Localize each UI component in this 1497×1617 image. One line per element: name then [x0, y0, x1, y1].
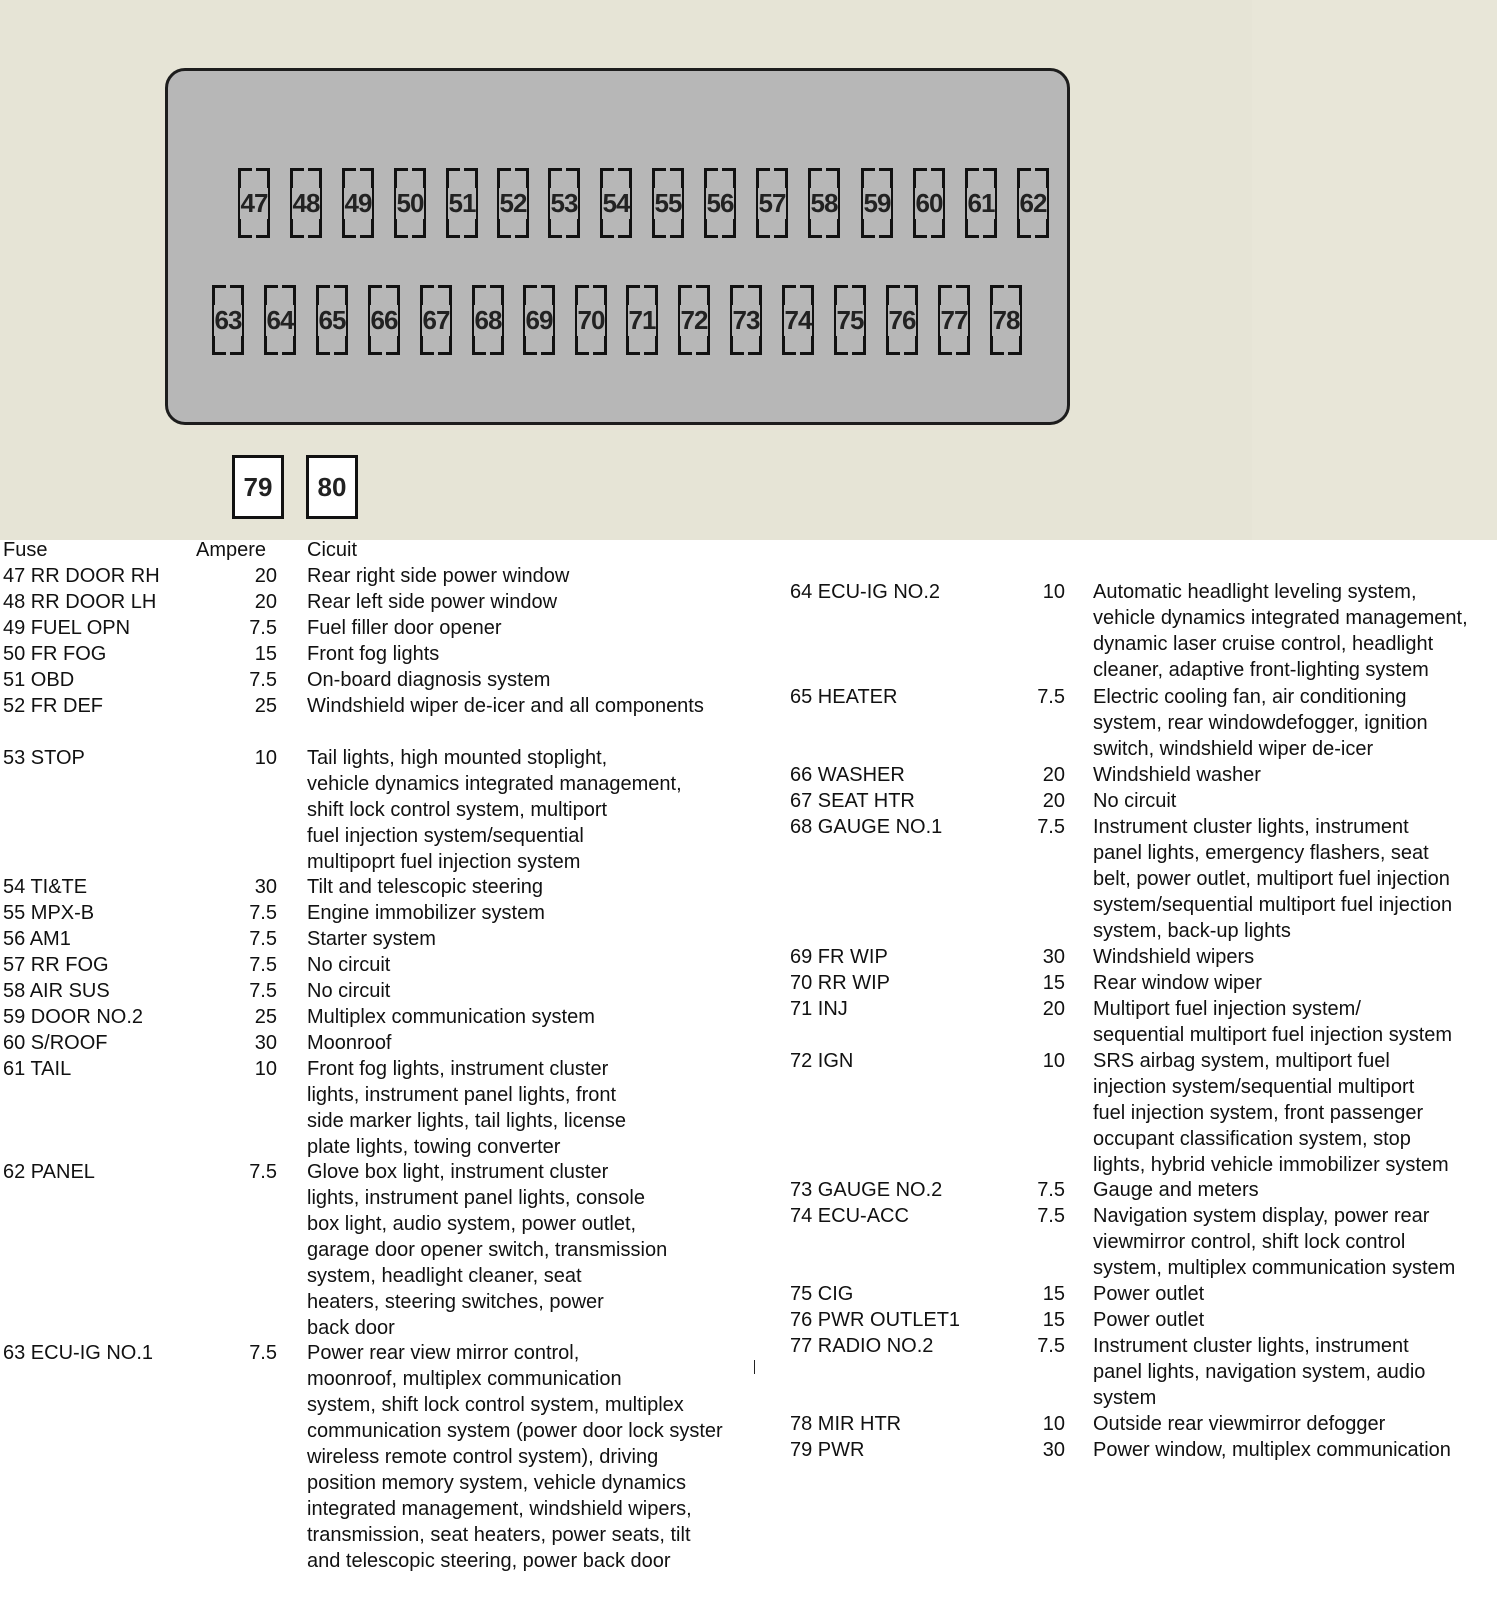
fuse-65 — [316, 285, 348, 355]
fuse-number: 71 — [628, 304, 656, 335]
fuse-name: 63 ECU-IG NO.1 — [3, 1342, 154, 1364]
circuit-line: vehicle dynamics integrated management, — [1093, 607, 1468, 629]
fuse-ampere: 7.5 — [249, 669, 277, 691]
fuse-number: 63 — [214, 304, 242, 335]
circuit-line: and telescopic steering, power back door — [307, 1550, 671, 1572]
header-fuse: Fuse — [3, 539, 48, 561]
circuit-line: switch, windshield wiper de-icer — [1093, 738, 1374, 760]
fuse-name: 64 ECU-IG NO.2 — [790, 581, 941, 603]
circuit-line: back door — [307, 1317, 395, 1339]
circuit-line: Multiport fuel injection system/ — [1093, 998, 1361, 1020]
circuit-line: lights, instrument panel lights, console — [307, 1187, 645, 1209]
fuse-circuit — [307, 615, 502, 641]
circuit-line: lights, hybrid vehicle immobilizer system — [1093, 1154, 1449, 1176]
fuse-circuit — [307, 1159, 667, 1341]
fuse-ampere: 7.5 — [249, 617, 277, 639]
circuit-line: Outside rear viewmirror defogger — [1093, 1413, 1386, 1435]
fuse-number: 51 — [448, 187, 476, 218]
fuse-48 — [290, 168, 322, 238]
fuse-number: 67 — [422, 304, 450, 335]
fuse-name: 68 GAUGE NO.1 — [790, 816, 943, 838]
fuse-name: 47 RR DOOR RH — [3, 565, 160, 587]
fuse-name: 52 FR DEF — [3, 695, 104, 717]
fuse-ampere: 7.5 — [249, 954, 277, 976]
fuse-number: 65 — [318, 304, 346, 335]
fuse-number: 47 — [240, 187, 268, 218]
fuse-number: 60 — [915, 187, 943, 218]
fuse-number: 64 — [266, 304, 294, 335]
circuit-line: fuel injection system, front passenger — [1093, 1102, 1424, 1124]
fuse-circuit — [1093, 944, 1254, 970]
fuse-76 — [886, 285, 918, 355]
fuse-50 — [394, 168, 426, 238]
fuse-name: 62 PANEL — [3, 1161, 95, 1183]
fuse-61 — [965, 168, 997, 238]
fuse-ampere: 20 — [1042, 764, 1065, 786]
fuse-name: 67 SEAT HTR — [790, 790, 915, 812]
fuse-circuit — [1093, 762, 1261, 788]
circuit-line: Windshield wipers — [1093, 946, 1255, 968]
circuit-line: Front fog lights — [307, 643, 440, 665]
fuse-number: 48 — [292, 187, 320, 218]
circuit-line: position memory system, vehicle dynamics — [307, 1472, 687, 1494]
fuse-number: 68 — [474, 304, 502, 335]
fuse-60 — [913, 168, 945, 238]
fuse-ampere: 7.5 — [1037, 1335, 1065, 1357]
fuse-57 — [756, 168, 788, 238]
circuit-line: Instrument cluster lights, instrument — [1093, 816, 1409, 838]
circuit-line: belt, power outlet, multiport fuel injection — [1093, 868, 1450, 890]
fuse-circuit — [307, 952, 390, 978]
circuit-line: occupant classification system, stop — [1093, 1128, 1411, 1150]
fuse-name: 48 RR DOOR LH — [3, 591, 157, 613]
fuse-circuit — [307, 1056, 626, 1160]
fuse-name: 74 ECU-ACC — [790, 1205, 909, 1227]
fuse-ampere: 20 — [254, 591, 277, 613]
circuit-line: side marker lights, tail lights, license — [307, 1110, 627, 1132]
fuse-number: 59 — [863, 187, 891, 218]
fuse-ampere: 7.5 — [249, 1342, 277, 1364]
fuse-name: 60 S/ROOF — [3, 1032, 108, 1054]
fuse-54 — [600, 168, 632, 238]
circuit-line: panel lights, navigation system, audio — [1093, 1361, 1426, 1383]
fuse-ampere: 7.5 — [1037, 1179, 1065, 1201]
circuit-line: sequential multiport fuel injection system — [1093, 1024, 1453, 1046]
fuse-name: 58 AIR SUS — [3, 980, 110, 1002]
fuse-number: 73 — [732, 304, 760, 335]
fuse-62 — [1017, 168, 1049, 238]
fuse-72 — [678, 285, 710, 355]
fuse-circuit — [1093, 1307, 1204, 1333]
fuse-circuit — [307, 563, 569, 589]
circuit-line: cleaner, adaptive front-lighting system — [1093, 659, 1429, 681]
fuse-number: 72 — [680, 304, 708, 335]
circuit-line: system, multiplex communication system — [1093, 1257, 1456, 1279]
fuse-number: 74 — [784, 304, 812, 335]
fuse-ampere: 7.5 — [1037, 686, 1065, 708]
fuse-circuit — [307, 1340, 723, 1574]
divider-mark — [754, 1360, 755, 1374]
fuse-name: 55 MPX-B — [3, 902, 95, 924]
circuit-line: Rear left side power window — [307, 591, 558, 613]
fuse-ampere: 7.5 — [249, 980, 277, 1002]
fuse-circuit — [307, 900, 545, 926]
fuse-ampere: 10 — [1042, 1413, 1065, 1435]
fuse-circuit — [307, 641, 439, 667]
circuit-line: transmission, seat heaters, power seats, tilt — [307, 1524, 691, 1546]
fuse-name: 53 STOP — [3, 747, 85, 769]
fuse-circuit — [1093, 1048, 1449, 1178]
circuit-line: Starter system — [307, 928, 436, 950]
circuit-line: No circuit — [307, 980, 391, 1002]
fuse-52 — [497, 168, 529, 238]
circuit-line: Navigation system display, power rear — [1093, 1205, 1430, 1227]
fuse-67 — [420, 285, 452, 355]
fuse-circuit — [1093, 1203, 1455, 1281]
fuse-name: 66 WASHER — [790, 764, 905, 786]
circuit-line: fuel injection system/sequential — [307, 825, 584, 847]
header-circuit: Cicuit — [307, 539, 358, 561]
fuse-circuit — [307, 978, 390, 1004]
fuse-circuit — [307, 1030, 392, 1056]
circuit-line: Rear window wiper — [1093, 972, 1262, 994]
fuse-number: 78 — [992, 304, 1020, 335]
fuse-name: 72 IGN — [790, 1050, 854, 1072]
fuse-circuit — [1093, 1411, 1385, 1437]
fuse-77 — [938, 285, 970, 355]
fuse-box — [165, 68, 1070, 425]
fuse-name: 57 RR FOG — [3, 954, 109, 976]
circuit-line: Electric cooling fan, air conditioning — [1093, 686, 1407, 708]
circuit-line: plate lights, towing converter — [307, 1136, 561, 1158]
fuse-80: 80 — [306, 455, 358, 519]
fuse-name: 79 PWR — [790, 1439, 865, 1461]
fuse-number: 77 — [940, 304, 968, 335]
fuse-74 — [782, 285, 814, 355]
circuit-line: integrated management, windshield wipers, — [307, 1498, 692, 1520]
circuit-line: Front fog lights, instrument cluster — [307, 1058, 609, 1080]
fuse-circuit — [307, 667, 550, 693]
circuit-line: Instrument cluster lights, instrument — [1093, 1335, 1409, 1357]
fuse-circuit — [1093, 814, 1452, 944]
circuit-line: system, headlight cleaner, seat — [307, 1265, 582, 1287]
fuse-name: 73 GAUGE NO.2 — [790, 1179, 943, 1201]
fuse-ampere: 25 — [254, 695, 277, 717]
circuit-line: Fuel filler door opener — [307, 617, 502, 639]
fuse-ampere: 7.5 — [1037, 816, 1065, 838]
circuit-line: Gauge and meters — [1093, 1179, 1259, 1201]
circuit-line: Windshield washer — [1093, 764, 1261, 786]
circuit-line: Engine immobilizer system — [307, 902, 545, 924]
circuit-line: garage door opener switch, transmission — [307, 1239, 668, 1261]
fuse-70 — [575, 285, 607, 355]
circuit-line: communication system (power door lock syster — [307, 1420, 723, 1442]
circuit-line: Power outlet — [1093, 1283, 1205, 1305]
fuse-circuit — [307, 1004, 595, 1030]
fuse-number: 75 — [836, 304, 864, 335]
fuse-name: 59 DOOR NO.2 — [3, 1006, 144, 1028]
fuse-ampere: 10 — [254, 747, 277, 769]
fuse-number: 62 — [1019, 187, 1047, 218]
fuse-63 — [212, 285, 244, 355]
fuse-ampere: 15 — [1042, 1283, 1065, 1305]
circuit-line: On-board diagnosis system — [307, 669, 551, 691]
fuse-number: 52 — [499, 187, 527, 218]
fuse-49 — [342, 168, 374, 238]
fuse-number: 66 — [370, 304, 398, 335]
fuse-ampere: 25 — [254, 1006, 277, 1028]
fuse-circuit — [1093, 1437, 1451, 1463]
fuse-name: 78 MIR HTR — [790, 1413, 902, 1435]
fuse-circuit — [1093, 996, 1452, 1048]
fuse-name: 65 HEATER — [790, 686, 898, 708]
fuse-name: 51 OBD — [3, 669, 75, 691]
fuse-ampere: 20 — [1042, 998, 1065, 1020]
fuse-circuit — [307, 589, 557, 615]
fuse-name: 61 TAIL — [3, 1058, 72, 1080]
fuse-55 — [652, 168, 684, 238]
fuse-circuit — [1093, 684, 1428, 762]
circuit-line: system, back-up lights — [1093, 920, 1291, 942]
fuse-number: 70 — [577, 304, 605, 335]
fuse-name: 50 FR FOG — [3, 643, 107, 665]
fuse-number: 50 — [396, 187, 424, 218]
circuit-line: multipoprt fuel injection system — [307, 851, 581, 873]
circuit-line: Moonroof — [307, 1032, 392, 1054]
fuse-number: 54 — [602, 187, 630, 218]
circuit-line: system, rear windowdefogger, ignition — [1093, 712, 1428, 734]
fuse-ampere: 15 — [254, 643, 277, 665]
fuse-ampere: 15 — [1042, 972, 1065, 994]
fuse-number: 55 — [654, 187, 682, 218]
fuse-name: 54 TI&TE — [3, 876, 88, 898]
circuit-line: moonroof, multiplex communication — [307, 1368, 622, 1390]
circuit-line: Tail lights, high mounted stoplight, — [307, 747, 608, 769]
fuse-name: 56 AM1 — [3, 928, 71, 950]
fuse-number: 53 — [550, 187, 578, 218]
fuse-73 — [730, 285, 762, 355]
fuse-58 — [808, 168, 840, 238]
circuit-line: system, shift lock control system, multiplex — [307, 1394, 684, 1416]
circuit-line: viewmirror control, shift lock control — [1093, 1231, 1406, 1253]
fuse-59 — [861, 168, 893, 238]
circuit-line: box light, audio system, power outlet, — [307, 1213, 637, 1235]
fuse-name: 69 FR WIP — [790, 946, 888, 968]
circuit-line: shift lock control system, multiport — [307, 799, 608, 821]
fuse-75 — [834, 285, 866, 355]
circuit-line: SRS airbag system, multiport fuel — [1093, 1050, 1390, 1072]
circuit-line: heaters, steering switches, power — [307, 1291, 604, 1313]
fuse-ampere: 30 — [1042, 946, 1065, 968]
circuit-line: Rear right side power window — [307, 565, 570, 587]
fuse-circuit — [307, 693, 704, 719]
fuse-ampere: 30 — [254, 876, 277, 898]
circuit-line: vehicle dynamics integrated management, — [307, 773, 682, 795]
fuse-ampere: 30 — [254, 1032, 277, 1054]
fuse-ampere: 30 — [1042, 1439, 1065, 1461]
fuse-number: 61 — [967, 187, 995, 218]
circuit-line: No circuit — [1093, 790, 1177, 812]
circuit-line: Automatic headlight leveling system, — [1093, 581, 1417, 603]
circuit-line: Glove box light, instrument cluster — [307, 1161, 609, 1183]
fuse-68 — [472, 285, 504, 355]
circuit-line: No circuit — [307, 954, 391, 976]
circuit-line: Windshield wiper de-icer and all components — [307, 695, 704, 717]
circuit-line: panel lights, emergency flashers, seat — [1093, 842, 1429, 864]
fuse-ampere: 10 — [1042, 1050, 1065, 1072]
fuse-ampere: 10 — [1042, 581, 1065, 603]
fuse-69 — [523, 285, 555, 355]
fuse-name: 49 FUEL OPN — [3, 617, 131, 639]
circuit-line: Power window, multiplex communication — [1093, 1439, 1451, 1461]
fuse-51 — [446, 168, 478, 238]
fuse-66 — [368, 285, 400, 355]
fuse-circuit — [1093, 579, 1468, 683]
fuse-name: 76 PWR OUTLET1 — [790, 1309, 961, 1331]
fuse-number: 76 — [888, 304, 916, 335]
fuse-name: 71 INJ — [790, 998, 848, 1020]
fuse-ampere: 7.5 — [249, 902, 277, 924]
fuse-number: 57 — [758, 187, 786, 218]
fuse-circuit — [1093, 1281, 1204, 1307]
fuse-circuit — [1093, 1333, 1425, 1411]
circuit-line: Tilt and telescopic steering — [307, 876, 544, 898]
fuse-circuit — [1093, 788, 1176, 814]
fuse-ampere: 20 — [1042, 790, 1065, 812]
fuse-number: 56 — [706, 187, 734, 218]
circuit-line: Multiplex communication system — [307, 1006, 595, 1028]
fuse-56 — [704, 168, 736, 238]
fuse-circuit — [307, 926, 436, 952]
fuse-79: 79 — [232, 455, 284, 519]
circuit-line: Power outlet — [1093, 1309, 1205, 1331]
circuit-line: Power rear view mirror control, — [307, 1342, 580, 1364]
fuse-circuit — [307, 874, 543, 900]
circuit-line: dynamic laser cruise control, headlight — [1093, 633, 1434, 655]
fuse-number: 58 — [810, 187, 838, 218]
fuse-name: 77 RADIO NO.2 — [790, 1335, 934, 1357]
fuse-47 — [238, 168, 270, 238]
fuse-ampere: 10 — [254, 1058, 277, 1080]
fuse-ampere: 7.5 — [249, 1161, 277, 1183]
circuit-line: system/sequential multiport fuel injection — [1093, 894, 1453, 916]
fuse-number: 49 — [344, 187, 372, 218]
circuit-line: lights, instrument panel lights, front — [307, 1084, 617, 1106]
header-ampere: Ampere — [196, 539, 267, 561]
fuse-ampere: 15 — [1042, 1309, 1065, 1331]
fuse-circuit — [1093, 1177, 1259, 1203]
fuse-71 — [626, 285, 658, 355]
circuit-line: wireless remote control system), driving — [307, 1446, 659, 1468]
fuse-name: 75 CIG — [790, 1283, 854, 1305]
fuse-circuit — [307, 745, 682, 875]
fuse-ampere: 7.5 — [249, 928, 277, 950]
fuse-name: 70 RR WIP — [790, 972, 891, 994]
circuit-line: system — [1093, 1387, 1157, 1409]
fuse-number: 69 — [525, 304, 553, 335]
fuse-ampere: 20 — [254, 565, 277, 587]
fuse-78 — [990, 285, 1022, 355]
circuit-line: injection system/sequential multiport — [1093, 1076, 1415, 1098]
fuse-53 — [548, 168, 580, 238]
fuse-circuit — [1093, 970, 1262, 996]
fuse-ampere: 7.5 — [1037, 1205, 1065, 1227]
fuse-64 — [264, 285, 296, 355]
